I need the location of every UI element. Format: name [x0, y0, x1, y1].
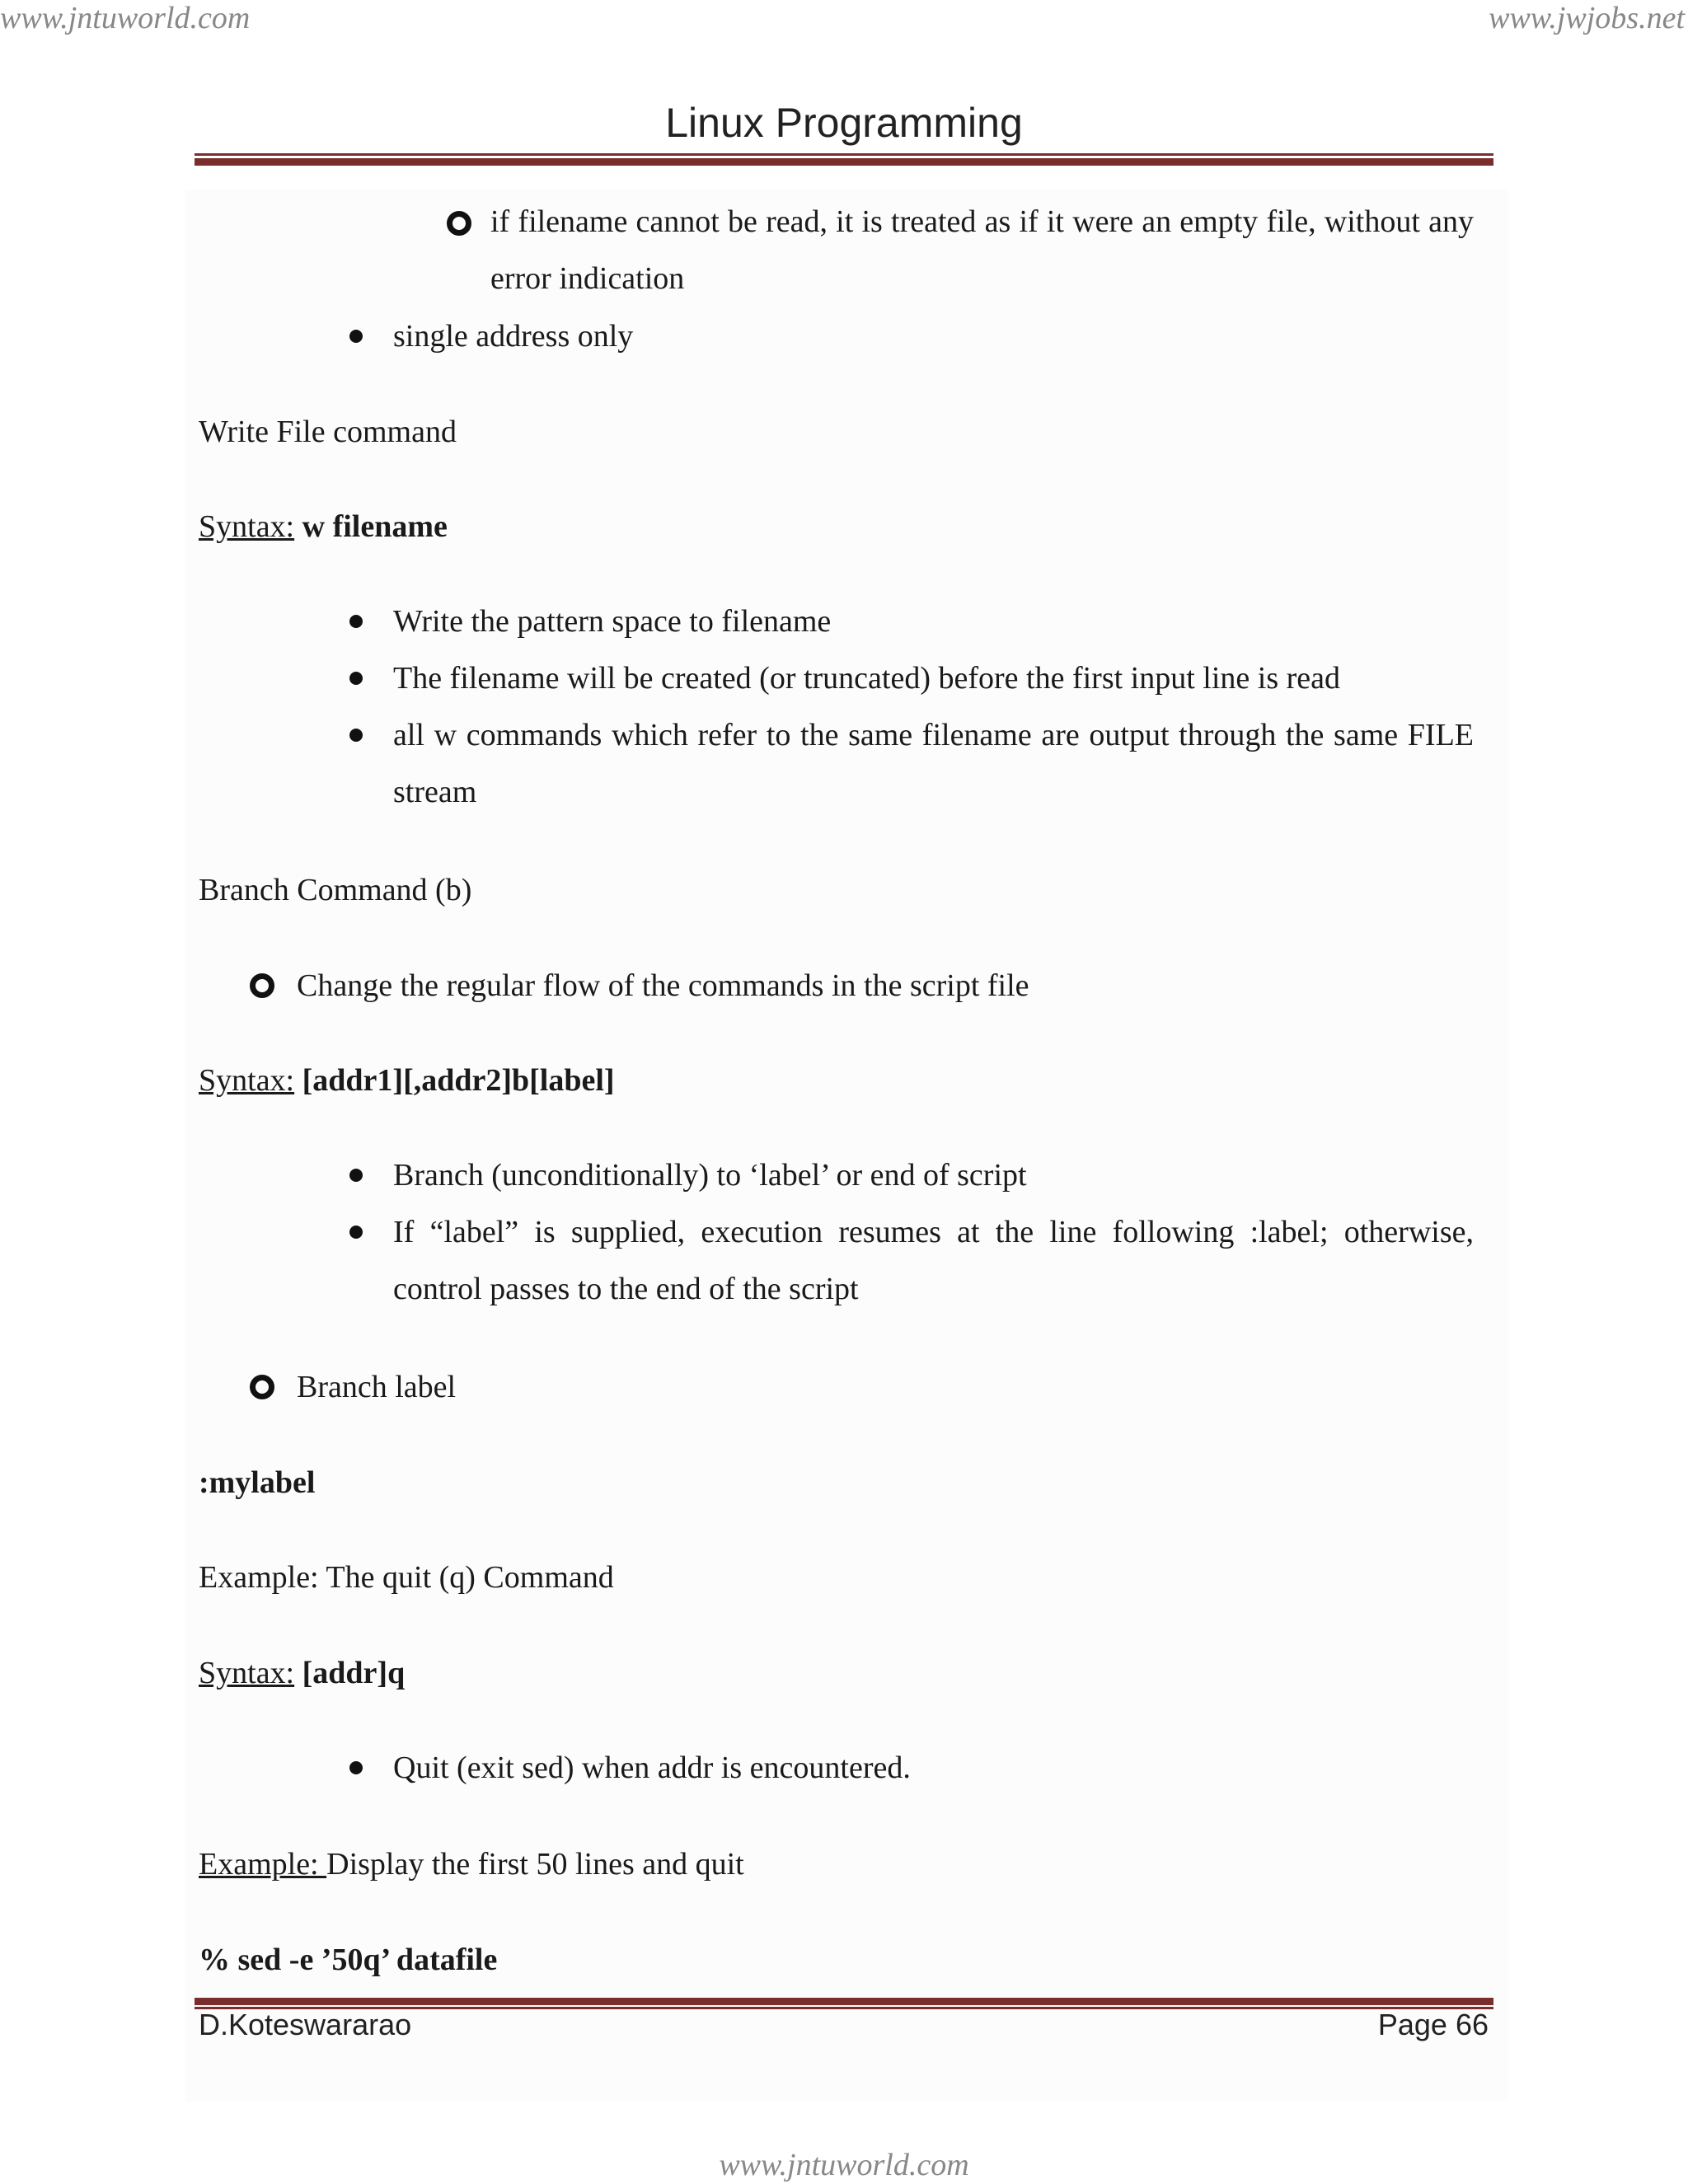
syntax-label: Syntax:: [199, 509, 295, 544]
bullet-dot-icon: [349, 672, 363, 685]
page-body-background: [185, 190, 1508, 2102]
footer-author: D.Koteswararao: [199, 2008, 412, 2041]
syntax-value: [addr1][,addr2]b[label]: [302, 1063, 615, 1098]
quit-syntax-line: [199, 1645, 405, 1702]
example-label: Example:: [199, 1847, 327, 1882]
footer-page-number: Page 66: [1377, 2008, 1489, 2041]
bullet-dot-icon: [349, 1169, 363, 1182]
syntax-label: Syntax:: [199, 1063, 295, 1098]
branch-label-item: Branch label: [297, 1370, 457, 1404]
bullet-dot-icon: [349, 1761, 363, 1774]
branch-bullet-2: If “label” is supplied, execution resumes at the line following :label; otherwise, control passes to the end of the script: [393, 1215, 1474, 1306]
branch-bullet-1: Branch (unconditionally) to ‘label’ or end of script: [393, 1158, 1027, 1193]
bullet-dot-icon: [349, 1226, 363, 1239]
mylabel-text: :mylabel: [199, 1465, 316, 1500]
bullet-dot-icon: [349, 615, 363, 628]
watermark-bottom: www.jntuworld.com: [719, 2148, 969, 2182]
watermark-top-right: www.jwjobs.net: [1489, 1, 1685, 35]
header-rule-thin: [195, 153, 1493, 156]
write-bullet-3: all w commands which refer to the same filename are output through the same FILE stream: [393, 718, 1474, 809]
header-rule-thick: [195, 158, 1493, 166]
branch-heading: Branch Command (b): [199, 873, 472, 907]
example-line: [199, 1836, 744, 1893]
bullet-dot-icon: [349, 729, 363, 742]
write-syntax-line: [199, 499, 448, 555]
quit-heading: Example: The quit (q) Command: [199, 1560, 614, 1595]
read-sub-bullet-text: if filename cannot be read, it is treated as if it were an empty file, without any error indication: [490, 204, 1474, 296]
page-title: Linux Programming: [665, 100, 1023, 146]
ring-bullet-icon: [250, 1375, 274, 1399]
ring-bullet-icon: [447, 211, 471, 236]
branch-syntax-line: [199, 1052, 615, 1109]
sed-command: % sed -e ’50q’ datafile: [199, 1943, 498, 1977]
write-bullet-1: Write the pattern space to filename: [393, 604, 832, 639]
branch-intro-text: Change the regular flow of the commands in the script file: [297, 968, 1029, 1003]
write-bullet-2: The filename will be created (or truncated) before the first input line is read: [393, 661, 1340, 696]
syntax-value: w filename: [302, 509, 448, 544]
bullet-dot-icon: [349, 330, 363, 343]
quit-bullet: Quit (exit sed) when addr is encountered.: [393, 1750, 911, 1785]
syntax-value: [addr]q: [302, 1656, 406, 1690]
ring-bullet-icon: [250, 973, 274, 998]
footer-rule-thick: [195, 1998, 1493, 2005]
read-bullet-text: single address only: [393, 319, 634, 354]
watermark-top-left: www.jntuworld.com: [0, 1, 251, 35]
example-text: Display the first 50 lines and quit: [326, 1847, 744, 1882]
syntax-label: Syntax:: [199, 1656, 295, 1690]
write-file-heading: Write File command: [199, 415, 457, 449]
